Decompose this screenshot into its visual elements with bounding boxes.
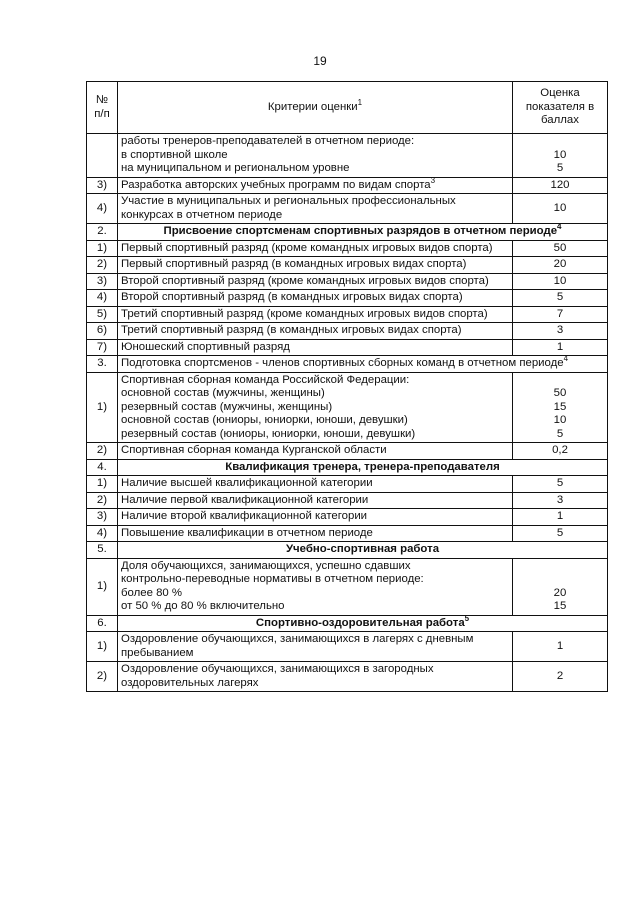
header-score-label: Оценка показателя в баллах [525, 87, 595, 127]
row-score: 50 [513, 240, 608, 257]
table-row [87, 443, 608, 460]
row-score: 5 [513, 476, 608, 493]
section-title [118, 224, 608, 241]
table-row [87, 194, 608, 224]
score-line: 10 [553, 148, 567, 161]
table-row [87, 339, 608, 356]
row-criteria: Наличие второй квалификационной категории [118, 509, 513, 526]
table-row [87, 476, 608, 493]
table-row [87, 323, 608, 340]
row-score [513, 372, 608, 443]
criteria-line: контрольно-переводные нормативы в отчетном периоде: [121, 573, 424, 585]
table-row [87, 492, 608, 509]
header-criteria-label: Критерии оценки [267, 100, 358, 113]
section-title: Учебно-спортивная работа [118, 542, 608, 559]
score-line: 10 [553, 414, 567, 426]
row-criteria: Повышение квалификации в отчетном периоде [118, 525, 513, 542]
row-criteria [118, 372, 513, 443]
criteria-line: на муниципальном и региональном уровне [121, 162, 350, 174]
score-line: 5 [556, 162, 564, 174]
row-num: 4) [87, 525, 118, 542]
score-line [516, 573, 604, 587]
section-num: 5. [87, 542, 118, 559]
row-criteria: Оздоровление обучающихся, занимающихся в загородных оздоровительных лагерях [118, 662, 513, 692]
row-score: 3 [513, 323, 608, 340]
section-row [87, 542, 608, 559]
footnote-sup: 3 [430, 175, 436, 185]
section-row [87, 615, 608, 632]
row-score: 1 [513, 509, 608, 526]
criteria-table [86, 81, 608, 692]
row-criteria: Первый спортивный разряд (в командных игровых видах спорта) [118, 257, 513, 274]
criteria-line: Спортивная сборная команда Российской Федерации: [121, 373, 410, 386]
row-score: 5 [513, 525, 608, 542]
table-row [87, 257, 608, 274]
row-num: 2) [87, 257, 118, 274]
criteria-line: работы тренеров-преподавателей в отчетном периоде: [121, 135, 415, 147]
row-num: 1) [87, 240, 118, 257]
criteria-line: основной состав (мужчины, женщины) [121, 387, 325, 399]
criteria-line: от 50 % до 80 % включительно [121, 600, 285, 612]
table-row [87, 306, 608, 323]
score-line [516, 560, 604, 574]
row-num [87, 134, 118, 178]
criteria-text: Разработка авторских учебных программ по видам спорта [121, 178, 431, 191]
row-score: 10 [513, 273, 608, 290]
section-row [87, 224, 608, 241]
row-num: 3) [87, 509, 118, 526]
row-score [513, 558, 608, 615]
score-line: 5 [556, 427, 564, 440]
footnote-sup: 5 [464, 613, 470, 623]
table-row [87, 632, 608, 662]
section-title [118, 615, 608, 632]
table-row [87, 525, 608, 542]
section-title [118, 356, 608, 373]
row-score: 120 [513, 177, 608, 194]
row-criteria: Юношеский спортивный разряд [118, 339, 513, 356]
row-score: 7 [513, 306, 608, 323]
row-criteria [118, 558, 513, 615]
score-line: 50 [553, 387, 567, 399]
row-score: 5 [513, 290, 608, 307]
header-num-label: № п/п [94, 94, 110, 120]
row-num: 2) [87, 492, 118, 509]
row-num: 1) [87, 558, 118, 615]
section-num: 3. [87, 356, 118, 373]
row-num: 5) [87, 306, 118, 323]
criteria-line: Доля обучающихся, занимающихся, успешно сдавших [121, 559, 411, 572]
header-criteria [118, 82, 513, 134]
header-criteria-sup: 1 [357, 97, 363, 107]
row-criteria: Наличие высшей квалификационной категории [118, 476, 513, 493]
footnote-sup: 4 [557, 222, 562, 232]
section-num: 6. [87, 615, 118, 632]
row-num: 2) [87, 662, 118, 692]
row-score: 20 [513, 257, 608, 274]
footnote-sup: 4 [563, 354, 569, 364]
row-num: 7) [87, 339, 118, 356]
section-title-text: Подготовка спортсменов - членов спортивных сборных команд в отчетном периоде [121, 357, 564, 369]
row-criteria [118, 177, 513, 194]
row-criteria: Участие в муниципальных и региональных профессиональных конкурсах в отчетном периоде [118, 194, 513, 224]
criteria-line: основной состав (юниоры, юниорки, юноши, девушки) [121, 414, 408, 426]
table-row [87, 290, 608, 307]
row-criteria: Третий спортивный разряд (в командных игровых видах спорта) [118, 323, 513, 340]
section-num: 4. [87, 459, 118, 476]
section-row [87, 459, 608, 476]
row-criteria: Оздоровление обучающихся, занимающихся в лагерях с дневным пребыванием [118, 632, 513, 662]
row-num: 3) [87, 177, 118, 194]
section-title-text: Присвоение спортсменам спортивных разрядов в отчетном периоде [163, 225, 558, 237]
score-line: 20 [553, 586, 567, 599]
criteria-line: резервный состав (мужчины, женщины) [121, 400, 333, 413]
criteria-line: резервный состав (юниоры, юниорки, юноши, девушки) [121, 427, 416, 440]
row-score [513, 134, 608, 178]
row-num: 2) [87, 443, 118, 460]
row-num: 4) [87, 290, 118, 307]
row-score: 3 [513, 492, 608, 509]
score-line [516, 374, 604, 388]
row-criteria: Первый спортивный разряд (кроме командных игровых видов спорта) [118, 240, 513, 257]
header-num [87, 82, 118, 134]
header-score [513, 82, 608, 134]
score-line: 15 [553, 400, 567, 413]
table-row [87, 273, 608, 290]
table-row [87, 558, 608, 615]
section-title: Квалификация тренера, тренера-преподавателя [118, 459, 608, 476]
table-row [87, 177, 608, 194]
row-score: 0,2 [513, 443, 608, 460]
criteria-line: более 80 % [121, 586, 183, 599]
row-score: 1 [513, 632, 608, 662]
table-row [87, 662, 608, 692]
row-score: 2 [513, 662, 608, 692]
row-score: 10 [513, 194, 608, 224]
row-criteria [118, 134, 513, 178]
score-line [516, 135, 604, 149]
row-criteria: Третий спортивный разряд (кроме командных игровых видов спорта) [118, 306, 513, 323]
table-header-row [87, 82, 608, 134]
row-num: 1) [87, 372, 118, 443]
row-criteria: Второй спортивный разряд (кроме командных игровых видов спорта) [118, 273, 513, 290]
table-row [87, 240, 608, 257]
row-score: 1 [513, 339, 608, 356]
row-num: 1) [87, 632, 118, 662]
row-num: 6) [87, 323, 118, 340]
section-num: 2. [87, 224, 118, 241]
section-row [87, 356, 608, 373]
row-num: 3) [87, 273, 118, 290]
page-number: 19 [313, 54, 327, 68]
row-criteria: Спортивная сборная команда Курганской области [118, 443, 513, 460]
score-line: 15 [553, 600, 567, 612]
row-num: 1) [87, 476, 118, 493]
table-row [87, 509, 608, 526]
row-num: 4) [87, 194, 118, 224]
criteria-line: в спортивной школе [121, 148, 228, 161]
table-row [87, 134, 608, 178]
section-title-text: Спортивно-оздоровительная работа [255, 616, 465, 629]
row-criteria: Наличие первой квалификационной категории [118, 492, 513, 509]
table-row [87, 372, 608, 443]
row-criteria: Второй спортивный разряд (в командных игровых видах спорта) [118, 290, 513, 307]
